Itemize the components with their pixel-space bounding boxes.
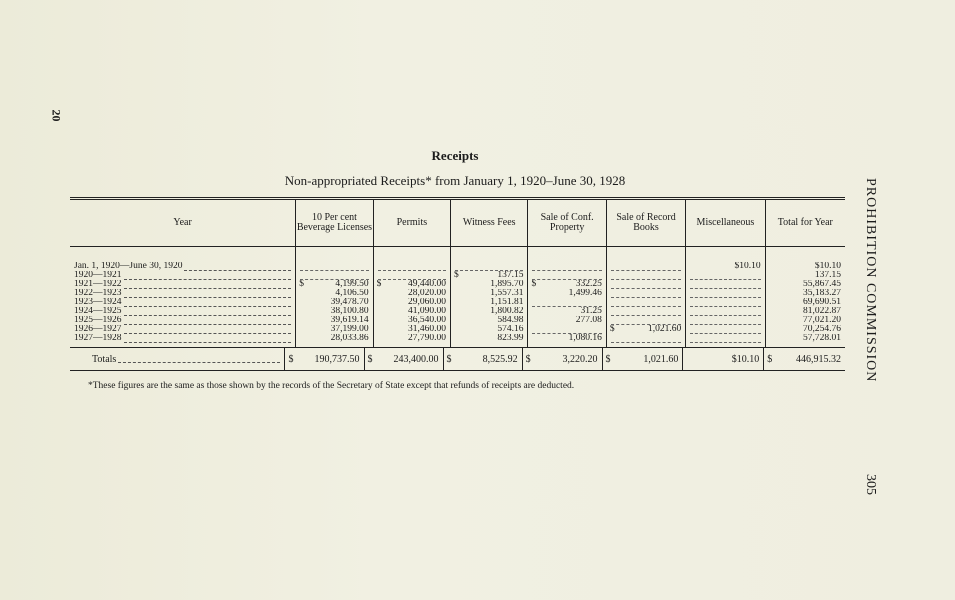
table-body (70, 247, 845, 347)
table-row-year (70, 280, 295, 289)
year-label: 1926—1927 (74, 325, 122, 334)
year-label: 1925—1926 (74, 316, 122, 325)
table-cell-lic: 37,199.00 (330, 325, 369, 334)
licenses-column (295, 247, 372, 347)
table-row-year (70, 262, 295, 271)
year-label: 1924—1925 (74, 307, 122, 316)
table-cell-rec (607, 289, 685, 298)
table-cell-misc (686, 334, 764, 343)
table-cell-misc (686, 280, 764, 289)
table-cell-wit: $ 137.15 (454, 271, 524, 280)
table-cell-perm: 36,540.00 (408, 316, 447, 325)
table-cell-conf (528, 298, 605, 307)
totals-witness: $ 8,525.92 (443, 348, 522, 370)
table-cell-total: 77,021.20 (803, 316, 841, 325)
table-cell-conf (528, 262, 605, 271)
year-label: 1920—1921 (74, 271, 122, 280)
table-cell-wit: 574.16 (497, 325, 524, 334)
receipts-table (70, 197, 845, 371)
table-cell-rec (607, 307, 685, 316)
table-cell-misc (686, 307, 764, 316)
table-cell-total: 57,728.01 (803, 334, 841, 343)
table-cell-misc (686, 298, 764, 307)
page-number-right: 305 (863, 474, 878, 495)
table-cell-conf: 31.25 (580, 307, 602, 316)
table-cell-wit: 584.98 (497, 316, 524, 325)
header-licenses: 10 Per cent Beverage Licenses (295, 200, 372, 246)
table-cell-misc: $10.10 (734, 262, 761, 271)
table-cell-rec (607, 262, 685, 271)
table-row-year (70, 307, 295, 316)
year-column (70, 247, 295, 347)
table-cell-perm: 29,060.00 (408, 298, 447, 307)
header-year: Year (173, 217, 192, 228)
table-cell-total: 55,867.45 (803, 280, 841, 289)
table-cell-lic: 38,100.80 (330, 307, 369, 316)
table-cell-total: 70,254.76 (803, 325, 841, 334)
header-record-books: Sale of Record Books (606, 200, 685, 246)
header-miscellaneous: Miscellaneous (685, 200, 764, 246)
totals-misc: $10.10 (682, 348, 763, 370)
table-cell-wit (451, 262, 527, 271)
table-cell-perm: 31,460.00 (408, 325, 447, 334)
header-witness-fees: Witness Fees (450, 200, 527, 246)
year-label: 1921—1922 (74, 280, 122, 289)
table-cell-total: 35,183.27 (803, 289, 841, 298)
table-cell-total: 137.15 (814, 271, 841, 280)
table-cell-rec (607, 280, 685, 289)
table-cell-misc (686, 289, 764, 298)
table-row-year (70, 271, 295, 280)
table-cell-lic (296, 271, 372, 280)
table-cell-wit: 1,895.70 (490, 280, 524, 289)
table-cell-conf: 277.08 (575, 316, 602, 325)
table-cell-perm: 27,790.00 (408, 334, 447, 343)
table-cell-rec (607, 298, 685, 307)
totals-conf: $ 3,220.20 (522, 348, 602, 370)
record-column (606, 247, 685, 347)
table-cell-conf (528, 271, 605, 280)
table-cell-misc (686, 271, 764, 280)
table-subtitle: Non-appropriated Receipts* from January 1, 1920–June 30, 1928 (284, 173, 626, 188)
table-cell-lic: 28,033.86 (330, 334, 369, 343)
conf-column (527, 247, 605, 347)
header-permits: Permits (373, 200, 450, 246)
footnote: *These figures are the same as those shown by the records of the Secretary of State except that refunds of receipts are deducted. (88, 381, 575, 391)
totals-licenses: $ 190,737.50 (284, 348, 363, 370)
misc-column (685, 247, 764, 347)
table-cell-conf: 1,080.16 (568, 334, 602, 343)
table-cell-perm (374, 262, 450, 271)
table-cell-lic: 4,106.50 (335, 289, 369, 298)
table-cell-total: 69,690.51 (803, 298, 841, 307)
table-row-year (70, 298, 295, 307)
table-cell-lic: $ 4,199.50 (299, 280, 369, 289)
totals-total: $ 446,915.32 (763, 348, 845, 370)
year-label: 1927—1928 (74, 334, 122, 343)
table-cell-rec (607, 334, 685, 343)
table-cell-wit: 1,151.81 (490, 298, 524, 307)
table-cell-total: $10.10 (814, 262, 841, 271)
table-row-year (70, 316, 295, 325)
witness-column (450, 247, 527, 347)
table-cell-rec (607, 316, 685, 325)
totals-label-cell (70, 348, 284, 370)
table-cell-misc (686, 325, 764, 334)
table-cell-perm: 28,020.00 (408, 289, 447, 298)
table-cell-lic: 39,478.70 (330, 298, 369, 307)
table-cell-total: 81,022.87 (803, 307, 841, 316)
header-conf-property: Sale of Conf. Property (527, 200, 605, 246)
table-cell-lic (296, 262, 372, 271)
table-cell-perm (374, 271, 450, 280)
table-row-year (70, 325, 295, 334)
table-cell-conf: 1,499.46 (568, 289, 602, 298)
table-cell-perm: $ 49,440.00 (376, 280, 447, 289)
table-cell-rec (607, 271, 685, 280)
page-number-left: 20 (49, 109, 64, 122)
table-row-year (70, 334, 295, 343)
running-head: PROHIBITION COMMISSION (863, 178, 878, 383)
table-cell-conf (528, 325, 605, 334)
totals-permits: $ 243,400.00 (364, 348, 443, 370)
permits-column (373, 247, 450, 347)
table-cell-wit: 1,557.31 (490, 289, 524, 298)
table-cell-perm: 41,090.00 (408, 307, 447, 316)
header-total: Total for Year (765, 200, 845, 246)
totals-label: Totals (92, 353, 117, 365)
totals-row (70, 347, 845, 370)
year-label: 1922—1923 (74, 289, 122, 298)
page-title: Receipts (431, 148, 479, 163)
table-cell-lic: 39,619.14 (330, 316, 369, 325)
total-column (765, 247, 845, 347)
table-cell-conf: $ 332.25 (531, 280, 602, 289)
table-row-year (70, 289, 295, 298)
table-cell-wit: 1,800.82 (490, 307, 524, 316)
table-header (70, 200, 845, 247)
totals-record: $ 1,021.60 (602, 348, 683, 370)
table-cell-misc (686, 316, 764, 325)
year-label: Jan. 1, 1920—June 30, 1920 (74, 262, 183, 271)
year-label: 1923—1924 (74, 298, 122, 307)
table-cell-wit: 823.99 (497, 334, 524, 343)
table-cell-rec: $ 1,021.60 (609, 325, 682, 334)
